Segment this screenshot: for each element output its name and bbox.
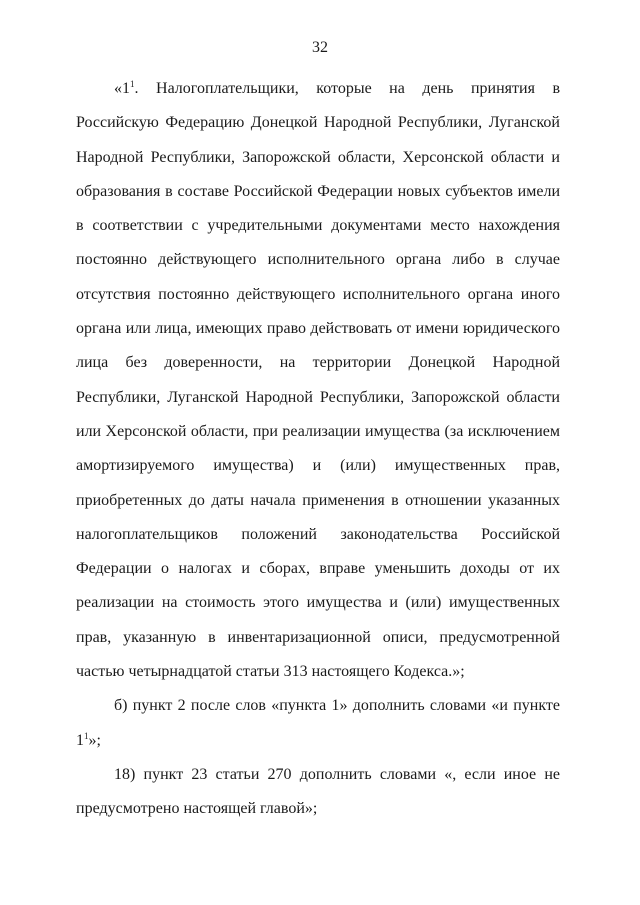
clause-open: «1 <box>114 80 130 97</box>
clause-superscript: 1 <box>130 79 135 89</box>
page-number: 32 <box>312 39 328 56</box>
item-b-close: »; <box>88 731 101 749</box>
paragraph-item-b <box>76 689 560 758</box>
item-b-text: б) пункт 2 после слов «пункта 1» дополнить словами «и пункте 1 <box>76 697 560 749</box>
document-body <box>76 72 560 827</box>
item-18-text: 18) пункт 23 статьи 270 дополнить словами «, если иное не предусмотрено настоящей главой»; <box>76 765 560 818</box>
item-b-superscript: 1 <box>84 730 89 741</box>
paragraph-new-clause <box>76 72 560 689</box>
paragraph-item-18 <box>76 758 560 827</box>
clause-text: . Налогоплательщики, которые на день принятия в Российскую Федерацию Донецкой Народной Республики, Луганской Народной Республики, Запорожской области, Херсонской области и образования в составе Российской Федерации новых субъектов имели в соответствии с учредительными документами место нахождения постоянно действующего исполнительного органа либо в случае отсутствия постоянно действующего исполнительного органа иного органа или лица, имеющих право действовать от имени юридического лица без доверенности, на территории Донецкой Народной Республики, Луганской Народной Республики, Запорожской области или Херсонской области, при реализации имущества (за исключением амортизируемого имущества) и (или) имущественных прав, приобретенных до даты начала применения в отношении указанных налогоплательщиков положений законодательства Российской Федерации о налогах и сборах, вправе уменьшить доходы от их реализации на стоимость этого имущества и (или) имущественных прав, указанную в инвентаризационной описи, предусмотренной частью четырнадцатой статьи 313 настоящего Кодекса.»; <box>76 80 560 681</box>
